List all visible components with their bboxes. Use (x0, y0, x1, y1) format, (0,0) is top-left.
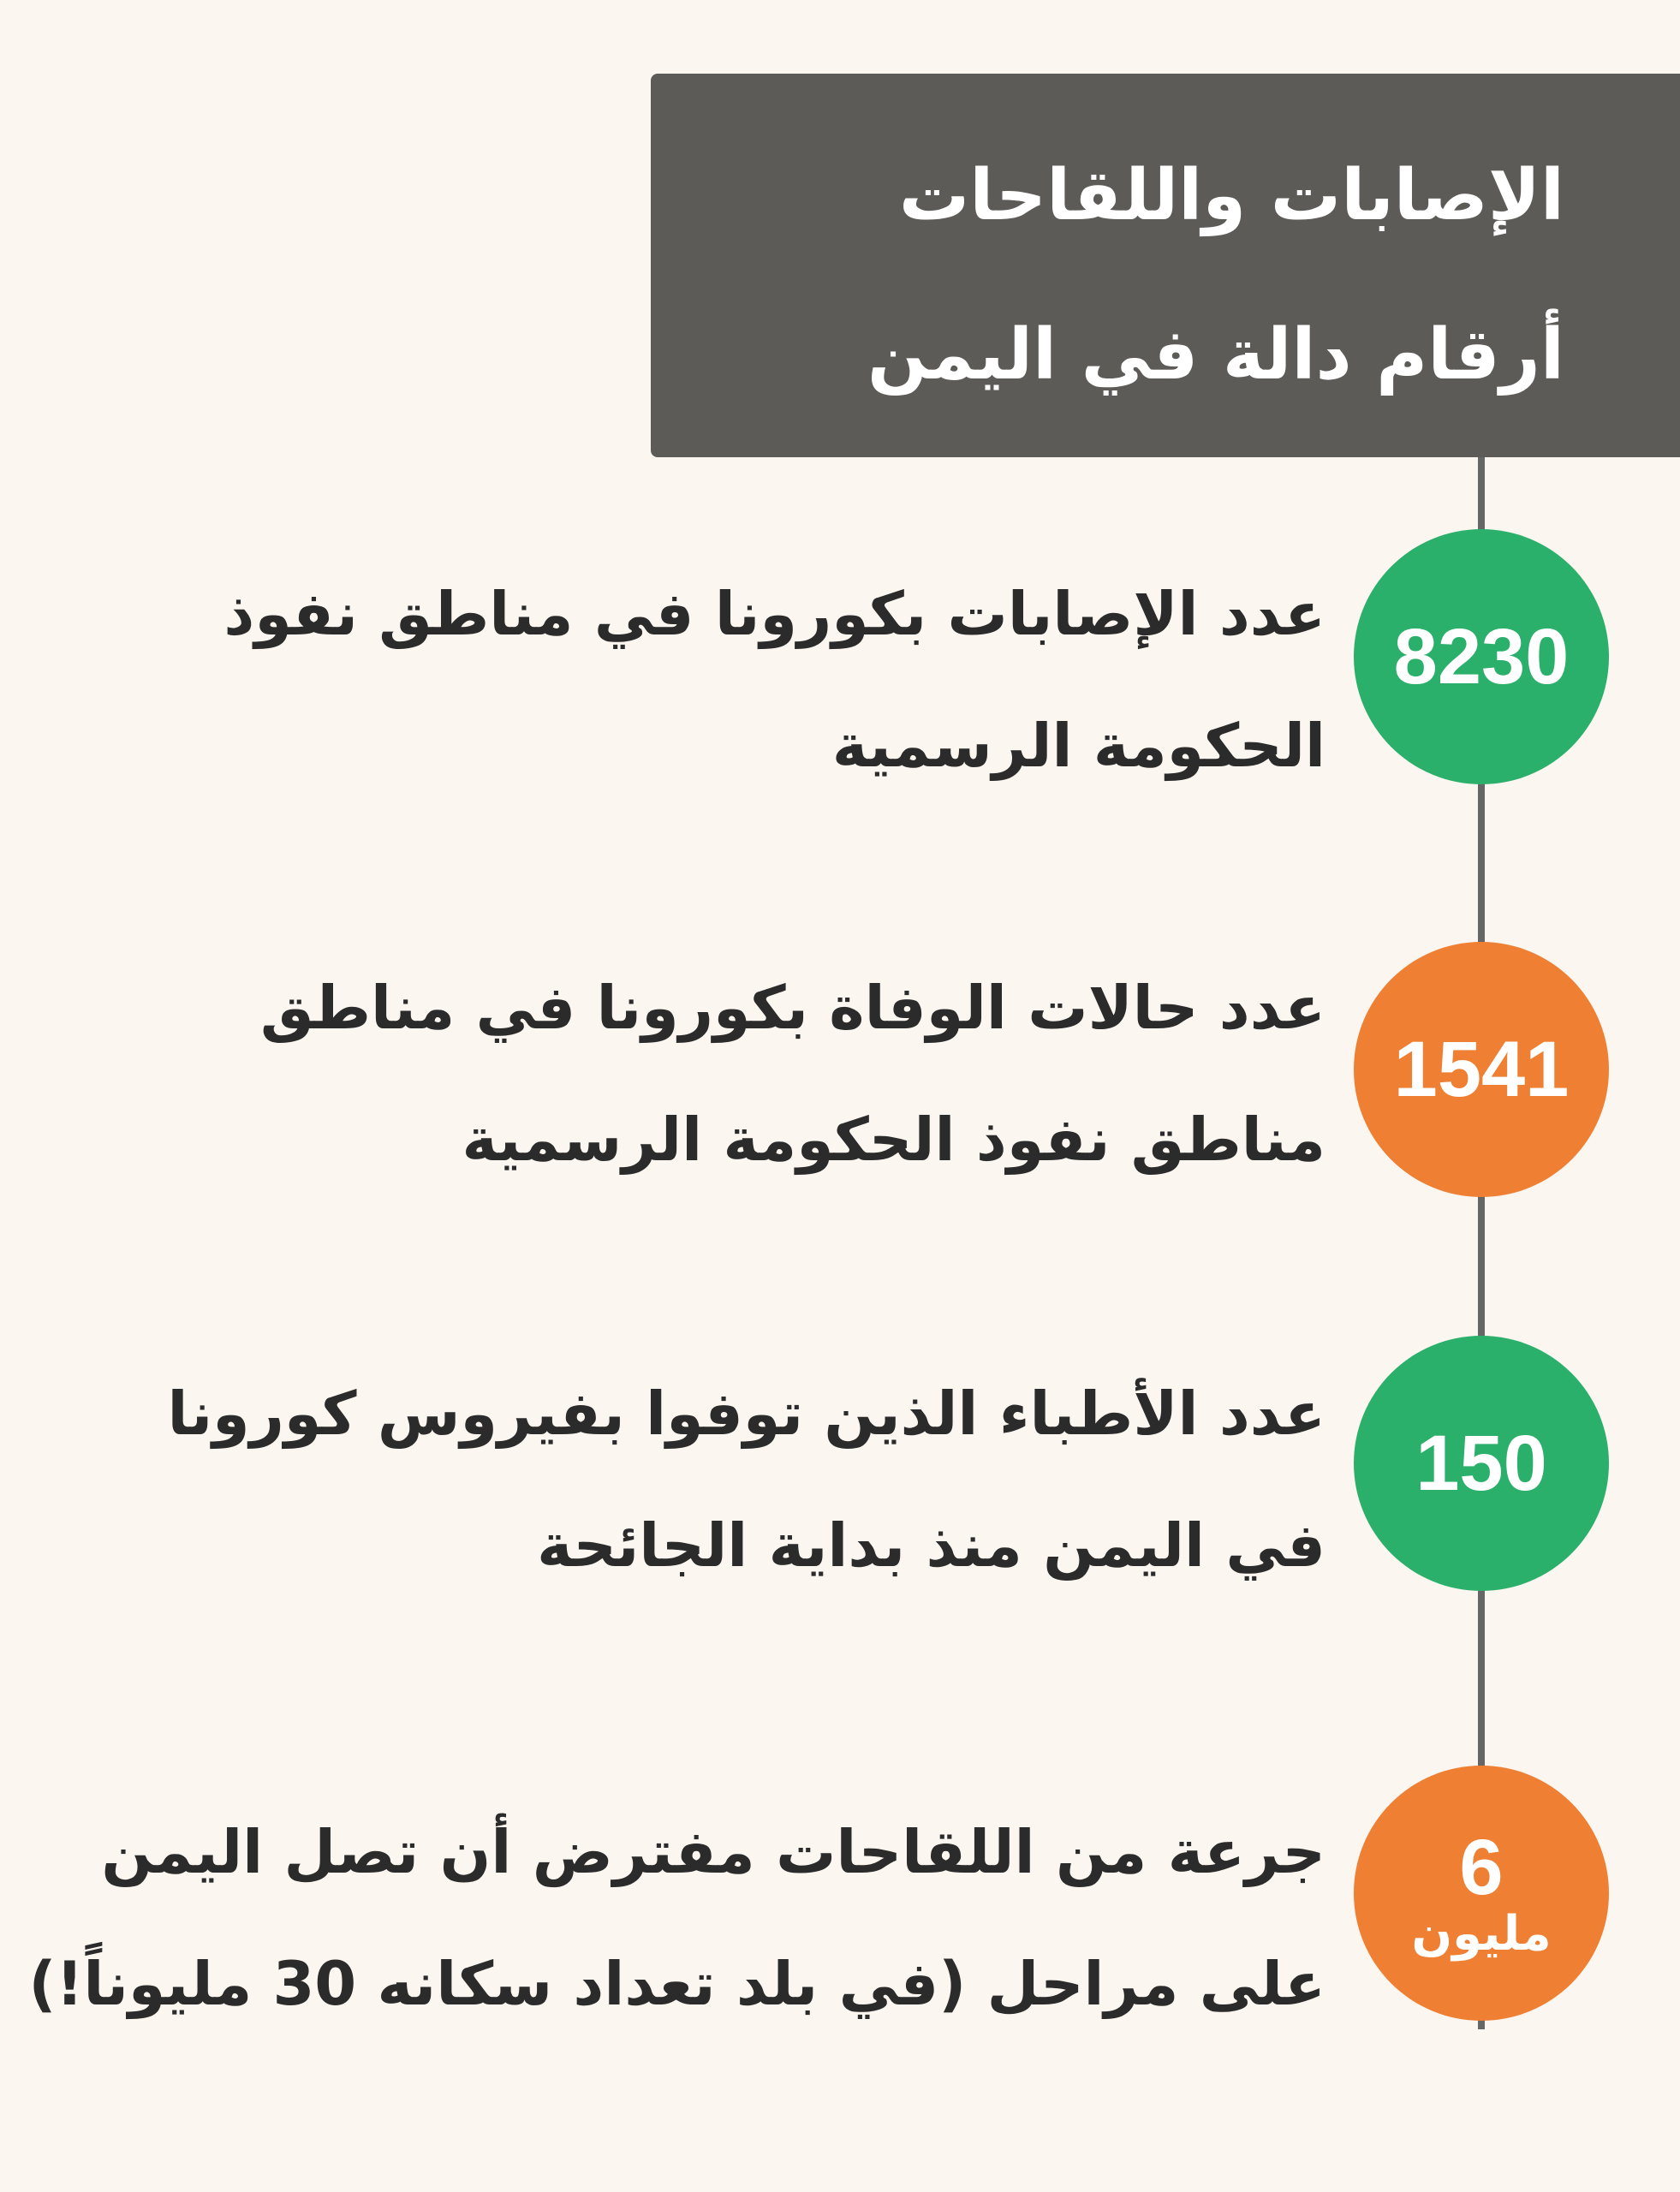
stat-description-doctors (41, 1348, 1326, 1611)
stat-description-cases (41, 548, 1326, 812)
description-line: عدد الأطباء الذين توفوا بفيروس كورونا (167, 1379, 1326, 1449)
stat-description-deaths (41, 942, 1326, 1206)
description-line: عدد حالات الوفاة بكورونا في مناطق (260, 973, 1326, 1043)
description-line: الحكومة الرسمية (831, 711, 1326, 781)
title-box (651, 74, 1680, 457)
title-line-2: أرقام دالة في اليمن (867, 314, 1564, 396)
description-line: على مراحل (في بلد تعداد سكانه 30 مليوناً!) (28, 1949, 1326, 2019)
description-line: مناطق نفوذ الحكومة الرسمية (462, 1105, 1326, 1175)
stat-circle-doctors (1354, 1336, 1609, 1591)
stat-circle-cases (1354, 529, 1609, 784)
stat-value: 6 (1459, 1824, 1504, 1911)
description-line: في اليمن منذ بداية الجائحة (537, 1510, 1326, 1581)
stat-circle-vaccines (1354, 1766, 1609, 2021)
stat-unit: مليون (1411, 1906, 1552, 1962)
stat-circle-deaths (1354, 942, 1609, 1197)
stat-description-vaccines (28, 1786, 1326, 2050)
stat-value: 8230 (1393, 613, 1570, 700)
stat-value: 150 (1415, 1420, 1547, 1507)
stat-value: 1541 (1393, 1026, 1570, 1113)
description-line: عدد الإصابات بكورونا في مناطق نفوذ (223, 579, 1326, 649)
title-line-1: الإصابات واللقاحات (898, 155, 1564, 236)
description-line: جرعة من اللقاحات مفترض أن تصل اليمن (101, 1817, 1326, 1887)
